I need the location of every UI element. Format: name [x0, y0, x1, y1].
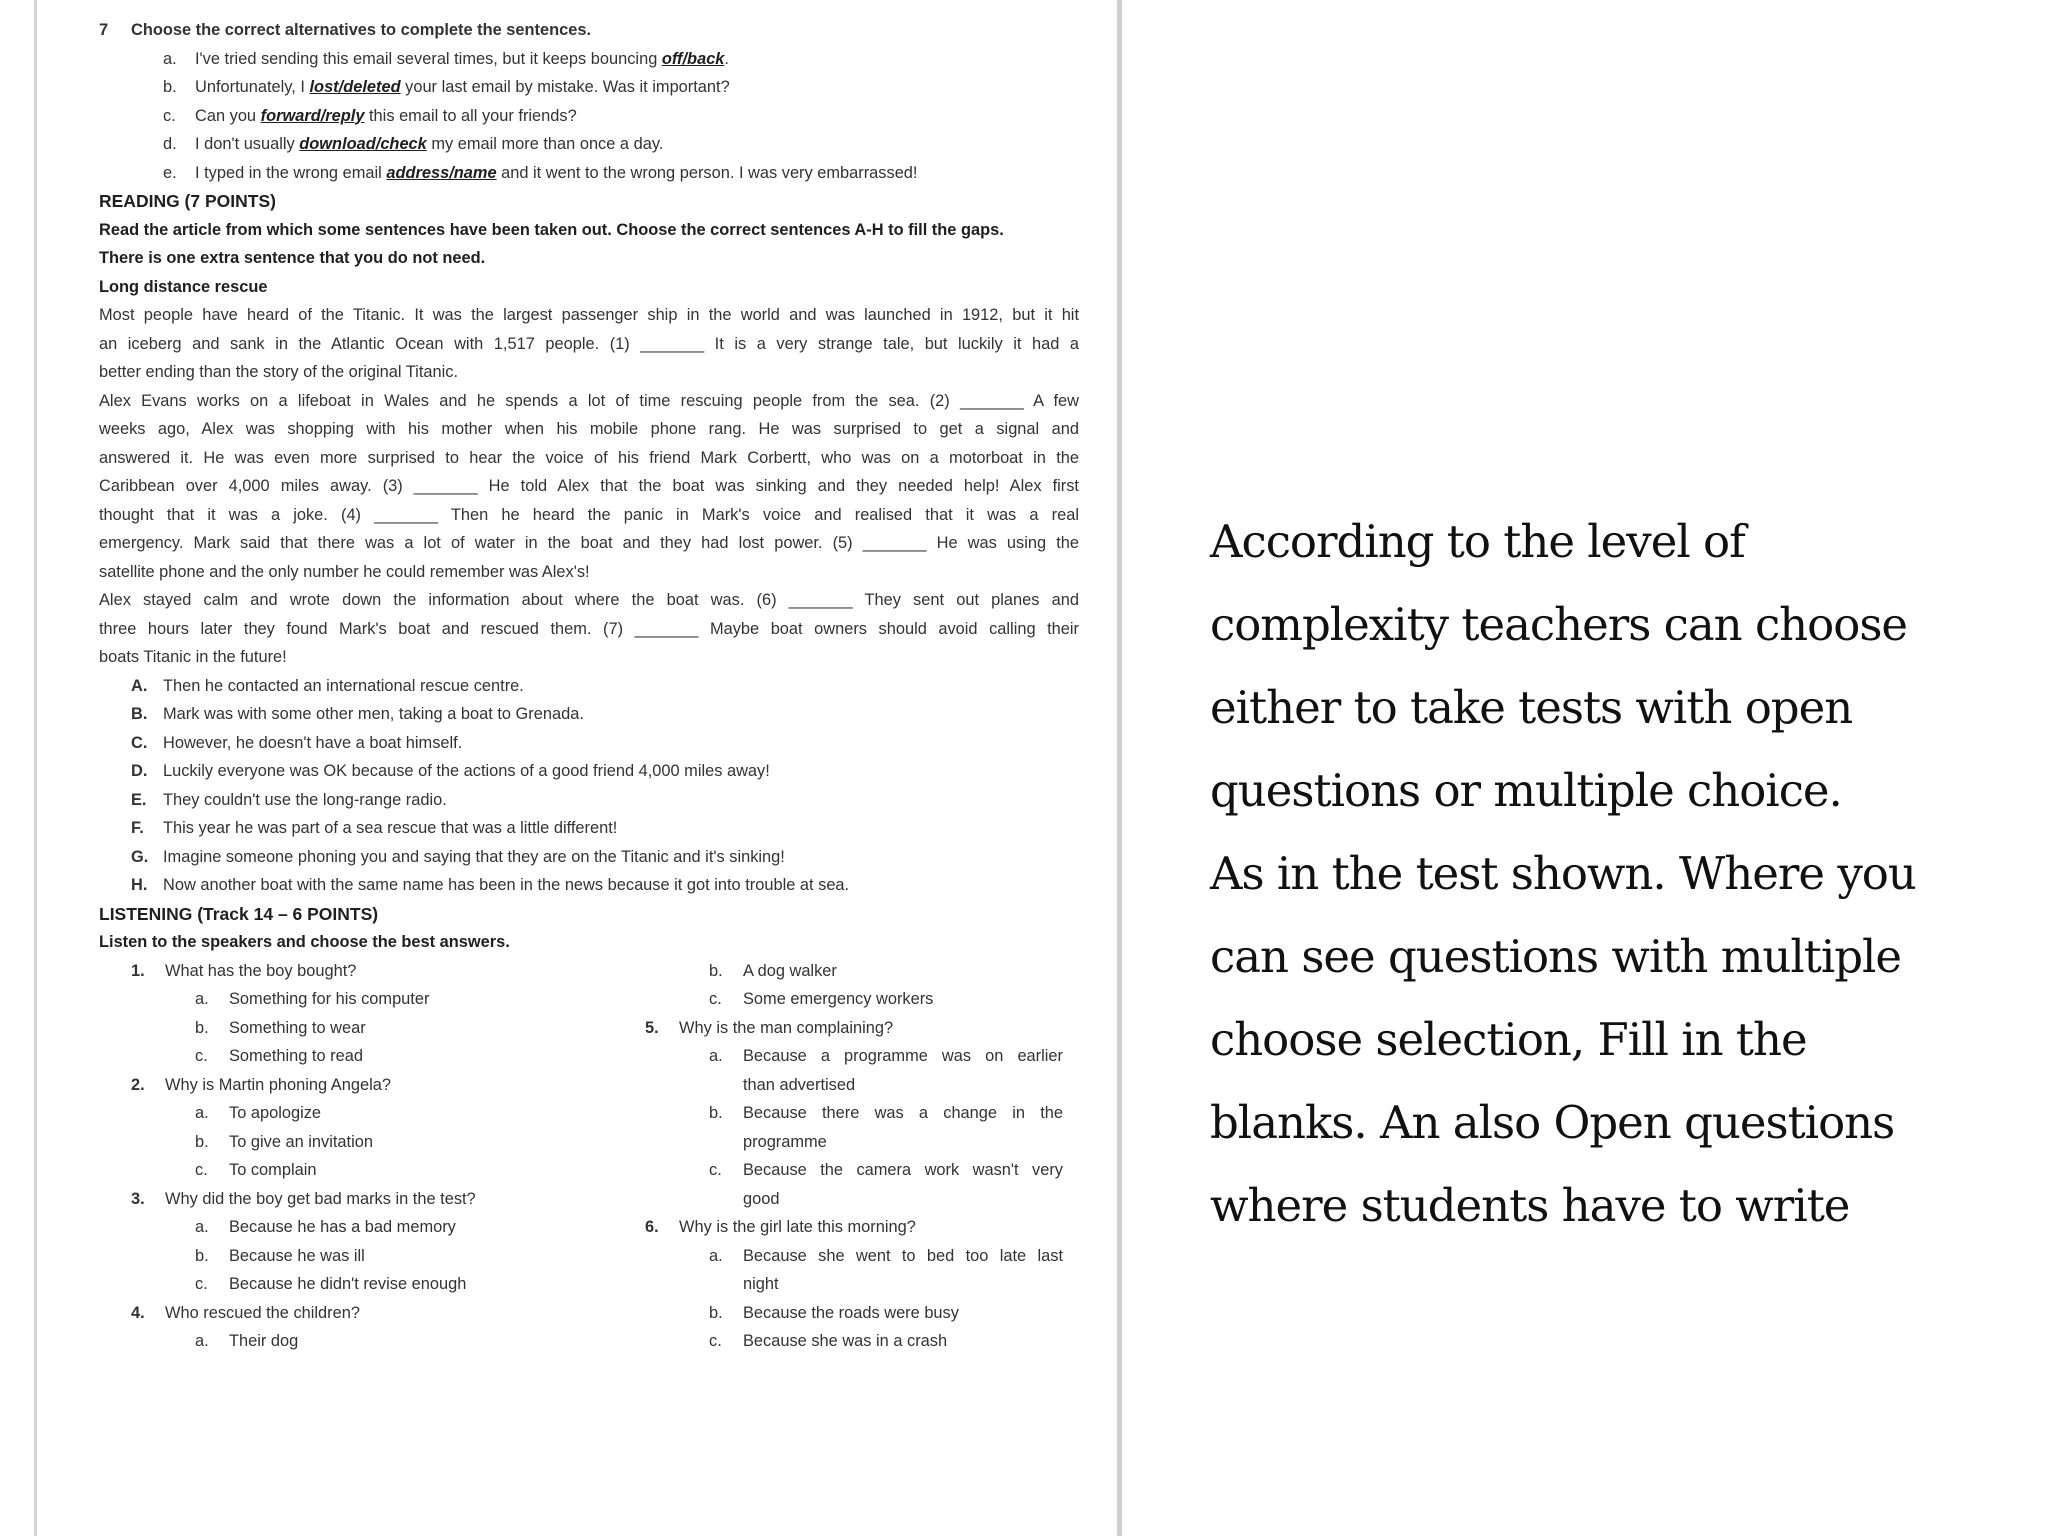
reading-option	[99, 786, 1079, 815]
item-label: c.	[195, 1161, 208, 1179]
item-label: c.	[709, 990, 722, 1008]
test-content	[99, 16, 1079, 1417]
item-label: a.	[709, 1047, 723, 1065]
listening-answer	[99, 1270, 619, 1299]
reading-option-text: Then he contacted an international rescue centre.	[163, 676, 524, 695]
scanned-test-page	[34, 0, 1122, 1536]
listening-left-column	[99, 957, 619, 1356]
q7-item	[99, 159, 1079, 188]
q7-item-choice: lost/deleted	[309, 78, 401, 96]
listening-instruction: Listen to the speakers and choose the best answers.	[99, 933, 510, 951]
q7-items	[99, 45, 1079, 188]
item-label: c.	[709, 1161, 722, 1179]
listening-answer	[99, 1014, 619, 1043]
item-text: Because the camera work wasn't very	[743, 1161, 1063, 1179]
q7-item	[99, 130, 1079, 159]
reading-option	[99, 871, 1079, 900]
listening-answer	[99, 1099, 619, 1128]
article-body	[99, 301, 1079, 672]
q7-number: 7	[99, 21, 109, 39]
reading-option	[99, 843, 1079, 872]
q7-item-choice: download/check	[299, 135, 427, 153]
item-label: c.	[195, 1047, 208, 1065]
q7-item	[99, 73, 1079, 102]
article-line: three hours later they found Mark's boat and rescued them. (7) _______ Maybe boat owners should avoid calling their	[99, 619, 1079, 638]
commentary-line: According to the level of	[1210, 515, 1745, 568]
reading-instruction-2: There is one extra sentence that you do not need.	[99, 249, 486, 267]
item-text: night	[743, 1275, 779, 1293]
q7-item-text-before: I don't usually	[195, 135, 300, 153]
commentary-line: As in the test shown. Where you	[1210, 847, 1916, 900]
q7-item-text-after: my email more than once a day.	[426, 135, 664, 153]
listening-question	[99, 957, 619, 986]
article-line: boats Titanic in the future!	[99, 648, 287, 666]
commentary-line: can see questions with multiple	[1210, 930, 1902, 983]
q7-item-label: d.	[163, 135, 177, 153]
commentary-line: choose selection, Fill in the	[1210, 1013, 1807, 1066]
commentary-line: complexity teachers can choose	[1210, 598, 1908, 651]
q7-item	[99, 102, 1079, 131]
reading-option-text: Mark was with some other men, taking a boat to Grenada.	[163, 705, 584, 723]
listening-answer	[99, 1213, 619, 1242]
q7-item-text-after: your last email by mistake. Was it important?	[400, 78, 730, 96]
reading-option	[99, 729, 1079, 758]
item-text: Something for his computer	[229, 990, 430, 1008]
q7-item-label: a.	[163, 49, 177, 68]
listening-answer	[99, 985, 619, 1014]
listening-answer	[99, 1242, 619, 1271]
article-line: better ending than the story of the original Titanic.	[99, 363, 458, 381]
article-line: weeks ago, Alex was shopping with his mother when his mobile phone rang. He was surprised to get a signal and	[99, 420, 1079, 438]
q7-item-label: e.	[163, 163, 177, 182]
reading-instruction-1: Read the article from which some sentences have been taken out. Choose the correct sentences A-H to fill the gaps.	[99, 220, 1004, 239]
reading-option	[99, 757, 1079, 786]
reading-option-text: This year he was part of a sea rescue that was a little different!	[163, 819, 618, 837]
item-text: Why is the girl late this morning?	[679, 1218, 916, 1236]
item-label: b.	[195, 1246, 209, 1265]
item-label: c.	[195, 1275, 208, 1293]
reading-option-text: Now another boat with the same name has been in the news because it got into trouble at sea.	[163, 876, 850, 894]
listening-answer-continued	[645, 1128, 1085, 1157]
item-text: To apologize	[229, 1104, 322, 1122]
item-text: A dog walker	[743, 961, 837, 980]
item-text: Because there was a change in the	[743, 1104, 1063, 1122]
q7-instruction-text: Choose the correct alternatives to complete the sentences.	[131, 21, 591, 39]
commentary-line: blanks. An also Open questions	[1210, 1096, 1895, 1149]
listening-answer	[99, 1156, 619, 1185]
listening-answer	[645, 1156, 1085, 1185]
reading-option-label: G.	[131, 847, 149, 866]
listening-answer	[645, 985, 1085, 1014]
item-text: Because he has a bad memory	[229, 1218, 456, 1236]
item-text: Because she was in a crash	[743, 1332, 948, 1350]
q7-item-label: b.	[163, 78, 177, 96]
item-text: than advertised	[743, 1075, 856, 1094]
item-text: Because a programme was on earlier	[743, 1047, 1063, 1065]
listening-question	[99, 1071, 619, 1100]
commentary-line: where students have to write	[1210, 1179, 1850, 1232]
q7-item-choice: off/back	[661, 49, 725, 68]
commentary-line: either to take tests with open	[1210, 681, 1853, 734]
item-label: a.	[195, 990, 209, 1008]
article-line: Alex stayed calm and wrote down the information about where the boat was. (6) _______ They sent out planes and	[99, 591, 1079, 609]
item-label: b.	[195, 1018, 209, 1037]
listening-question	[99, 1299, 619, 1328]
item-label: a.	[195, 1218, 209, 1236]
q7-item-choice: forward/reply	[260, 106, 365, 125]
reading-option	[99, 700, 1079, 729]
reading-heading: READING (7 POINTS)	[99, 191, 276, 211]
item-label: b.	[709, 1104, 723, 1122]
item-label: 2.	[131, 1075, 145, 1094]
reading-option-text: Imagine someone phoning you and saying that they are on the Titanic and it's sinking!	[163, 847, 785, 866]
item-text: Something to read	[229, 1047, 363, 1065]
q7-item-text-before: I've tried sending this email several times, but it keeps bouncing	[195, 49, 662, 68]
listening-right-column	[645, 957, 1085, 1356]
reading-option-label: B.	[131, 705, 148, 723]
q7-item-text-after: .	[724, 49, 729, 68]
reading-option-text: They couldn't use the long-range radio.	[163, 790, 447, 809]
q7-item-text-after: this email to all your friends?	[364, 106, 577, 125]
item-label: c.	[709, 1332, 722, 1350]
item-text: To complain	[229, 1161, 317, 1179]
listening-answer	[645, 1327, 1085, 1356]
listening-answer-continued	[645, 1185, 1085, 1214]
item-label: a.	[709, 1246, 723, 1265]
article-line: answered it. He was even more surprised to hear the voice of his friend Mark Corbertt, who was on a motorboat in the	[99, 448, 1079, 467]
listening-answer	[645, 1099, 1085, 1128]
item-label: 4.	[131, 1303, 145, 1322]
q7-item	[99, 45, 1079, 74]
item-text: What has the boy bought?	[165, 961, 357, 980]
listening-answer	[645, 957, 1085, 986]
listening-question	[645, 1014, 1085, 1043]
article-title: Long distance rescue	[99, 277, 268, 296]
item-label: b.	[195, 1132, 209, 1151]
reading-option-label: D.	[131, 762, 148, 780]
item-text: programme	[743, 1132, 827, 1151]
item-text: To give an invitation	[229, 1132, 373, 1151]
item-label: a.	[195, 1104, 209, 1122]
item-text: Because he didn't revise enough	[229, 1275, 467, 1293]
q7-item-text-before: Unfortunately, I	[195, 78, 310, 96]
reading-option-text: However, he doesn't have a boat himself.	[163, 733, 463, 752]
reading-option-label: H.	[131, 876, 148, 894]
commentary-line: questions or multiple choice.	[1210, 764, 1842, 817]
q7-item-choice: address/name	[386, 163, 497, 182]
article-line: satellite phone and the only number he could remember was Alex's!	[99, 562, 590, 581]
q7-instruction	[99, 16, 1079, 45]
item-label: 1.	[131, 961, 145, 980]
reading-option-label: E.	[131, 790, 147, 809]
article-line: Alex Evans works on a lifeboat in Wales and he spends a lot of time rescuing people from the sea. (2) _______ A few	[99, 391, 1079, 410]
commentary-text	[1210, 500, 2030, 1247]
article-line: Caribbean over 4,000 miles away. (3) _______ He told Alex that the boat was sinking and they needed help! Alex first	[99, 477, 1079, 495]
article-line: emergency. Mark said that there was a lot of water in the boat and they had lost power. (5) _______ He was using the	[99, 534, 1079, 552]
reading-option-label: F.	[131, 819, 144, 837]
article-line: an iceberg and sank in the Atlantic Ocean with 1,517 people. (1) _______ It is a very strange tale, but luckily it had a	[99, 334, 1079, 353]
reading-options	[99, 672, 1079, 900]
item-text: Something to wear	[229, 1018, 366, 1037]
q7-item-text-after: and it went to the wrong person. I was very embarrassed!	[496, 163, 918, 182]
item-text: Why did the boy get bad marks in the test?	[165, 1189, 476, 1208]
listening-questions	[99, 957, 1079, 1417]
item-label: 5.	[645, 1018, 659, 1037]
listening-answer	[99, 1128, 619, 1157]
reading-option-label: C.	[131, 733, 148, 752]
item-text: good	[743, 1189, 780, 1208]
reading-option-label: A.	[131, 676, 148, 695]
item-text: Because the roads were busy	[743, 1303, 959, 1322]
article-line: thought that it was a joke. (4) _______ Then he heard the panic in Mark's voice and realised that it was a real	[99, 505, 1079, 524]
item-text: Some emergency workers	[743, 990, 934, 1008]
item-label: b.	[709, 961, 723, 980]
listening-answer	[645, 1299, 1085, 1328]
listening-heading: LISTENING (Track 14 – 6 POINTS)	[99, 903, 379, 924]
q7-item-label: c.	[163, 106, 176, 125]
item-label: 6.	[645, 1218, 659, 1236]
reading-option	[99, 814, 1079, 843]
listening-question	[99, 1185, 619, 1214]
item-text: Because he was ill	[229, 1246, 365, 1265]
item-label: b.	[709, 1303, 723, 1322]
q7-item-text-before: Can you	[195, 106, 261, 125]
item-text: Why is Martin phoning Angela?	[165, 1075, 391, 1094]
listening-answer	[645, 1042, 1085, 1071]
item-text: Who rescued the children?	[165, 1303, 360, 1322]
reading-option-text: Luckily everyone was OK because of the actions of a good friend 4,000 miles away!	[163, 762, 770, 780]
listening-question	[645, 1213, 1085, 1242]
listening-answer	[645, 1242, 1085, 1271]
item-text: Their dog	[229, 1332, 299, 1350]
reading-option	[99, 672, 1079, 701]
listening-answer	[99, 1042, 619, 1071]
item-label: 3.	[131, 1189, 145, 1208]
listening-answer-continued	[645, 1270, 1085, 1299]
item-text: Because she went to bed too late last	[743, 1246, 1063, 1265]
listening-answer	[99, 1327, 619, 1356]
q7-item-text-before: I typed in the wrong email	[195, 163, 387, 182]
article-line: Most people have heard of the Titanic. It was the largest passenger ship in the world and was launched in 1912, but it hit	[99, 306, 1079, 324]
item-label: a.	[195, 1332, 209, 1350]
item-text: Why is the man complaining?	[679, 1018, 894, 1037]
listening-answer-continued	[645, 1071, 1085, 1100]
